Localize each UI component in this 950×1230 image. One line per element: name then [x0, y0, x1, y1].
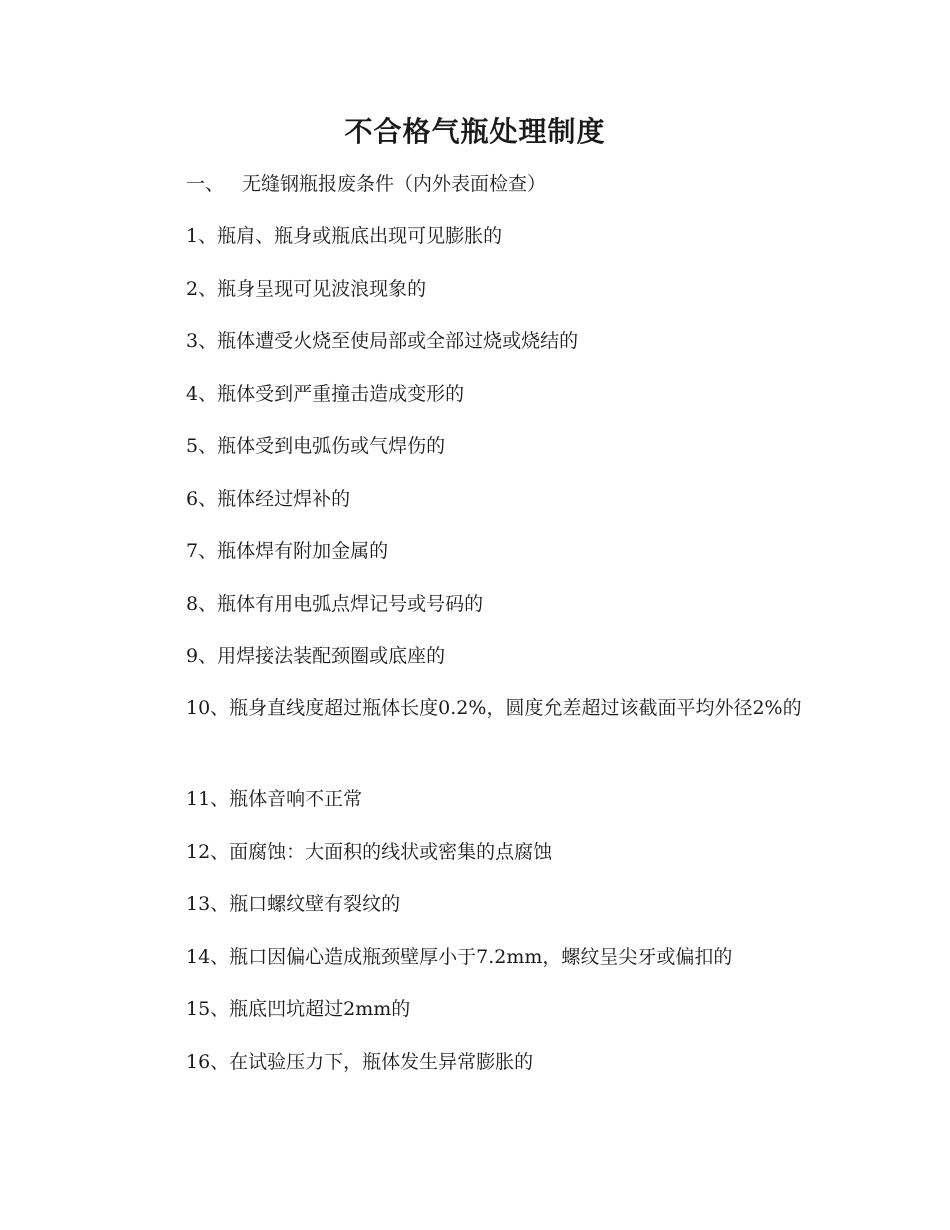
list-item: 9、用焊接法装配颈圈或底座的	[186, 645, 446, 667]
list-item: 1、瓶肩、瓶身或瓶底出现可见膨胀的	[186, 225, 503, 247]
document-title: 不合格气瓶处理制度	[344, 115, 606, 148]
list-item: 4、瓶体受到严重撞击造成变形的	[186, 383, 465, 405]
list-item: 8、瓶体有用电弧点焊记号或号码的	[186, 593, 484, 615]
section-heading-text: 无缝钢瓶报废条件（内外表面检查）	[242, 173, 547, 195]
list-item: 5、瓶体受到电弧伤或气焊伤的	[186, 435, 446, 457]
list-item: 10、瓶身直线度超过瓶体长度0.2%，圆度允差超过该截面平均外径2%的	[186, 697, 802, 719]
list-item: 16、在试验压力下，瓶体发生异常膨胀的	[186, 1051, 534, 1073]
list-item: 7、瓶体焊有附加金属的	[186, 540, 389, 562]
list-item: 2、瓶身呈现可见波浪现象的	[186, 278, 427, 300]
section-number: 一、	[186, 173, 225, 195]
list-item: 12、面腐蚀：大面积的线状或密集的点腐蚀	[186, 841, 553, 863]
list-item: 6、瓶体经过焊补的	[186, 488, 351, 510]
list-item: 13、瓶口螺纹壁有裂纹的	[186, 893, 401, 915]
list-item: 15、瓶底凹坑超过2mm的	[186, 998, 411, 1020]
list-item: 14、瓶口因偏心造成瓶颈壁厚小于7.2mm，螺纹呈尖牙或偏扣的	[186, 946, 733, 968]
list-item: 3、瓶体遭受火烧至使局部或全部过烧或烧结的	[186, 330, 579, 352]
section-heading	[186, 170, 546, 198]
list-item: 11、瓶体音响不正常	[186, 788, 363, 810]
